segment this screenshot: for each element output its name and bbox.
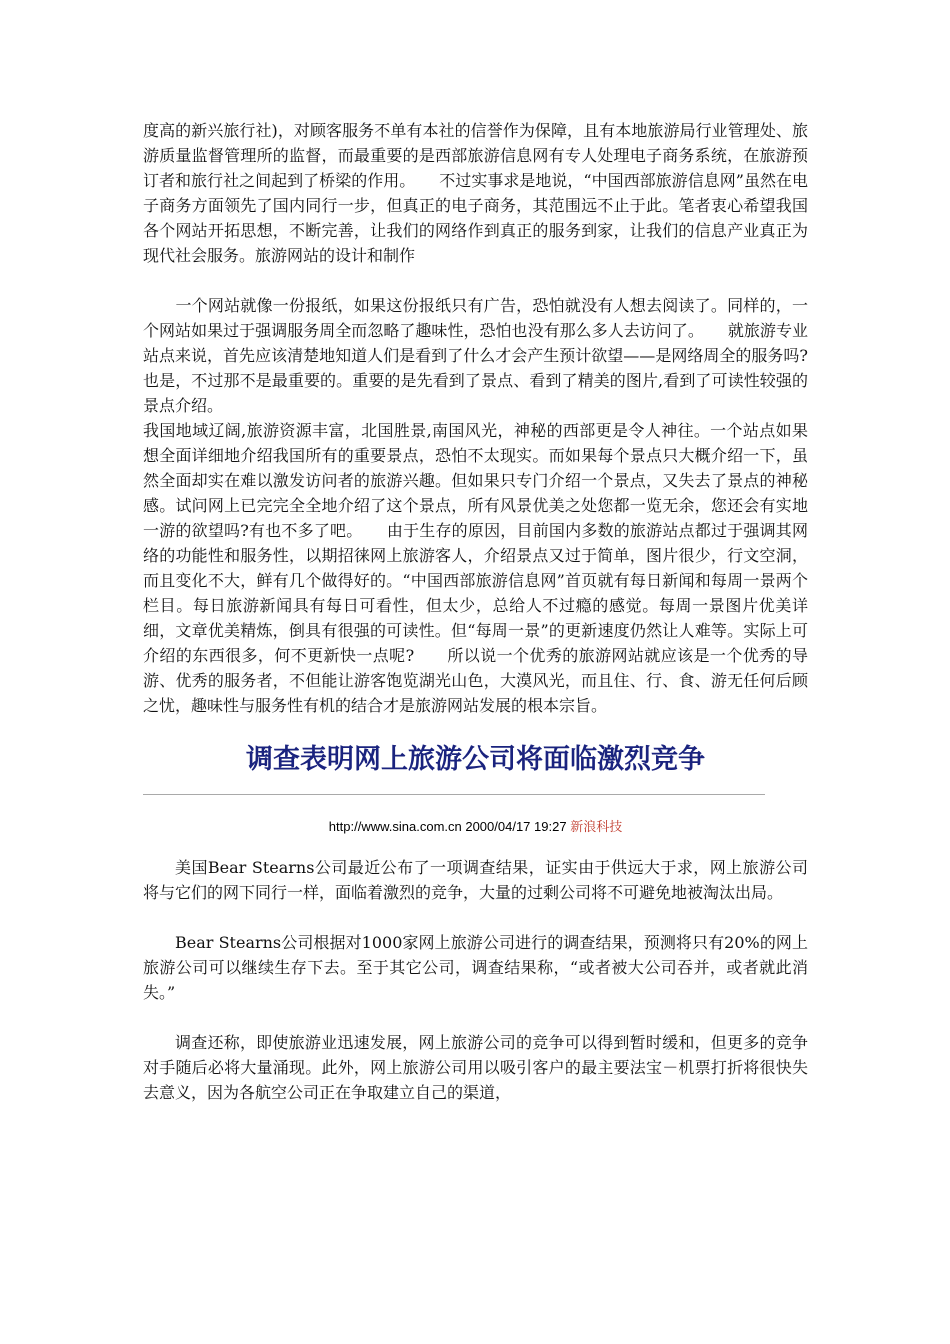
article-title: 调查表明网上旅游公司将面临激烈竞争 [246,744,705,775]
title-divider [143,794,765,795]
paragraph-top-1: 度高的新兴旅行社)，对顾客服务不单有本社的信誉作为保障，且有本地旅游局行业管理处、旅游质量监督管理所的监督，而最重要的是西部旅游信息网有专人处理电子商务系统，在旅游预订者和旅行社之间起到了桥梁的作用。 不过实事求是地说，“中国西部旅游信息网”虽然在电子商务方面领先了国内同行一步，但真正的电子商务，其范围远不止于此。笔者衷心希望我国各个网站开拓思想，不断完善，让我们的网络作到真正的服务到家，让我们的信息产业真正为现代社会服务。旅游网站的设计和制作 [143,121,808,265]
article-paragraph-2: Bear Stearns公司根据对1000家网上旅游公司进行的调查结果，预测将只有20%的网上旅游公司可以继续生存下去。至于其它公司，调查结果称，“或者被大公司吞并，或者就此消失。” [143,933,808,1002]
document-page [143,118,808,1105]
article-byline [143,817,808,837]
article-paragraph-1: 美国Bear Stearns公司最近公布了一项调查结果，证实由于供远大于求，网上旅游公司将与它们的网下同行一样，面临着激烈的竞争，大量的过剩公司将不可避免地被淘汰出局。 [143,858,808,902]
paragraph-top-2: 一个网站就像一份报纸，如果这份报纸只有广告，恐怕就没有人想去阅读了。同样的，一个网站如果过于强调服务周全而忽略了趣味性，恐怕也没有那么多人去访问了。 就旅游专业站点来说，首先应该清楚地知道人们是看到了什么才会产生预计欲望——是网络周全的服务吗?也是，不过那不是最重要的。重要的是先看到了景点、看到了精美的图片,看到了可读性较强的景点介绍。 [143,296,808,415]
paragraph-gap [143,905,808,930]
source-link[interactable]: 新浪科技 [570,819,623,834]
byline-url-date: http://www.sina.com.cn 2000/04/17 19:27 [328,819,567,834]
paragraph-gap [143,268,808,293]
article-paragraph-3: 调查还称，即使旅游业迅速发展，网上旅游公司的竞争可以得到暂时缓和，但更多的竞争对手随后必将大量涌现。此外，网上旅游公司用以吸引客户的最主要法宝－机票打折将很快失去意义，因为各航空公司正在争取建立自己的渠道， [143,1033,808,1102]
paragraph-gap [143,1005,808,1030]
paragraph-top-3: 我国地域辽阔,旅游资源丰富，北国胜景,南国风光，神秘的西部更是令人神往。一个站点如果想全面详细地介绍我国所有的重要景点，恐怕不太现实。而如果每个景点只大概介绍一下，虽然全面却实在难以激发访问者的旅游兴趣。但如果只专门介绍一个景点，又失去了景点的神秘感。试问网上已完完全全地介绍了这个景点，所有风景优美之处您都一览无余，您还会有实地一游的欲望吗?有也不多了吧。 由于生存的原因，目前国内多数的旅游站点都过于强调其网络的功能性和服务性，以期招徕网上旅游客人，介绍景点又过于简单，图片很少，行文空洞，而且变化不大，鲜有几个做得好的。“中国西部旅游信息网”首页就有每日新闻和每周一景两个栏目。每日旅游新闻具有每日可看性，但太少，总给人不过瘾的感觉。每周一景图片优美详细，文章优美精炼，倒具有很强的可读性。但“每周一景”的更新速度仍然让人难等。实际上可介绍的东西很多，何不更新快一点呢? 所以说一个优秀的旅游网站就应该是一个优秀的导游、优秀的服务者，不但能让游客饱览湖光山色，大漠风光，而且住、行、食、游无任何后顾之忧，趣味性与服务性有机的结合才是旅游网站发展的根本宗旨。 [143,421,808,715]
